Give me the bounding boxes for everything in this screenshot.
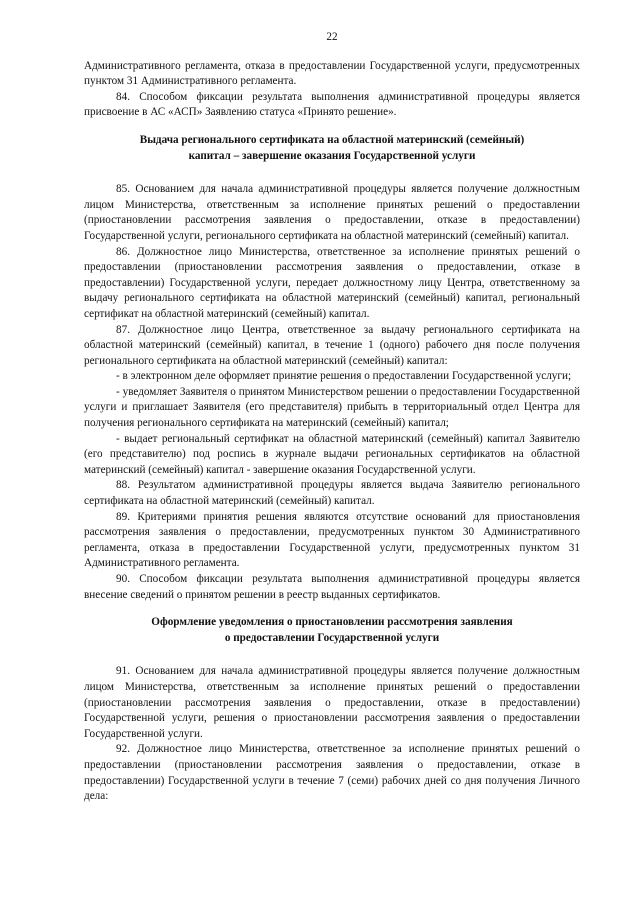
heading-line: Оформление уведомления о приостановлении рассмотрения заявления bbox=[151, 616, 513, 629]
paragraph-92: 92. Должностное лицо Министерства, ответственное за исполнение принятых решений о предоставлении (приостановлении рассмотрения заявления о предоставлении, отказе в предоставлении) Государственной услуги в течение 7 (семи) рабочих дней со дня получения Личного дела: bbox=[84, 743, 580, 803]
paragraph-86: 86. Должностное лицо Министерства, ответственное за исполнение принятых решений о предоставлении (приостановлении рассмотрения заявления о предоставлении, отказе в предоставлении) Государственной услуги, передает должностному лицу Центра, ответственному за выдачу регионального сертификата на областной материнский (семейный) капитал, региональный сертификат на областной материнский (семейный) капитал. bbox=[84, 245, 580, 320]
paragraph-89: 89. Критериями принятия решения являются отсутствие оснований для приостановления рассмотрения заявления о предоставлении, предусмотренных пунктом 30 Административного регламента, отказа в предоставлении Государственной услуги, предусмотренных пунктом 31 Административного регламента. bbox=[84, 510, 580, 570]
paragraph-83-continuation: Административного регламента, отказа в предоставлении Государственной услуги, предусмотренных пунктом 31 Административного регламента. bbox=[84, 59, 580, 88]
list-item: - уведомляет Заявителя о принятом Министерством решении о предоставлении Государственной услуги и приглашает Заявителя (его представителя) прибыть в территориальный отдел Центра для получения регионального сертификата на материнский (семейный) капитал; bbox=[84, 385, 580, 430]
paragraph-91: 91. Основанием для начала административной процедуры является получение должностным лицом Министерства, ответственным за исполнение принятых решений о предоставлении (приостановлении рассмотрения заявления о предоставлении, отказе в предоставлении) Государственной услуги, решения о приостановлении рассмотрения заявления о предоставлении Государственной услуги. bbox=[84, 665, 580, 740]
heading-line: о предоставлении Государственной услуги bbox=[224, 631, 440, 644]
paragraph-90: 90. Способом фиксации результата выполнения административной процедуры является внесение сведений о принятом решении в реестр выданных сертификатов. bbox=[84, 573, 580, 601]
paragraph-87: 87. Должностное лицо Центра, ответственное за выдачу регионального сертификата на областной материнский (семейный) капитал, в течение 1 (одного) рабочего дня после получения регионального сертификата на областной материнский (семейный) капитал: bbox=[84, 323, 580, 367]
section-heading-suspension-notice bbox=[108, 615, 556, 646]
page-number: 22 bbox=[326, 31, 338, 43]
section-heading-certificate-issuance bbox=[108, 133, 556, 164]
paragraph-85: 85. Основанием для начала административной процедуры является получение должностным лицом Министерства, ответственным за исполнение принятых решений о предоставлении (приостановлении рассмотрения заявления о предоставлении, отказе в предоставлении) Государственной услуги, регионального сертификата на областной материнский (семейный) капитал. bbox=[84, 183, 580, 242]
paragraph-88: 88. Результатом административной процедуры является выдача Заявителю регионального сертификата на областной материнский (семейный) капитал. bbox=[84, 479, 580, 508]
list-item: - выдает региональный сертификат на областной материнский (семейный) капитал Заявителю (его представителю) под роспись в журнале выдачи региональных сертификатов на областной материнский (семейный) капитал - завершение оказания Государственной услуги. bbox=[84, 432, 580, 476]
paragraph-84: 84. Способом фиксации результата выполнения административной процедуры является присвоение в АС «АСП» Заявлению статуса «Принято решение». bbox=[84, 90, 580, 119]
heading-line: капитал – завершение оказания Государственной услуги bbox=[188, 149, 476, 162]
heading-line: Выдача регионального сертификата на областной материнский (семейный) bbox=[139, 133, 525, 146]
list-item: - в электронном деле оформляет принятие решения о предоставлении Государственной услуги; bbox=[116, 370, 572, 383]
